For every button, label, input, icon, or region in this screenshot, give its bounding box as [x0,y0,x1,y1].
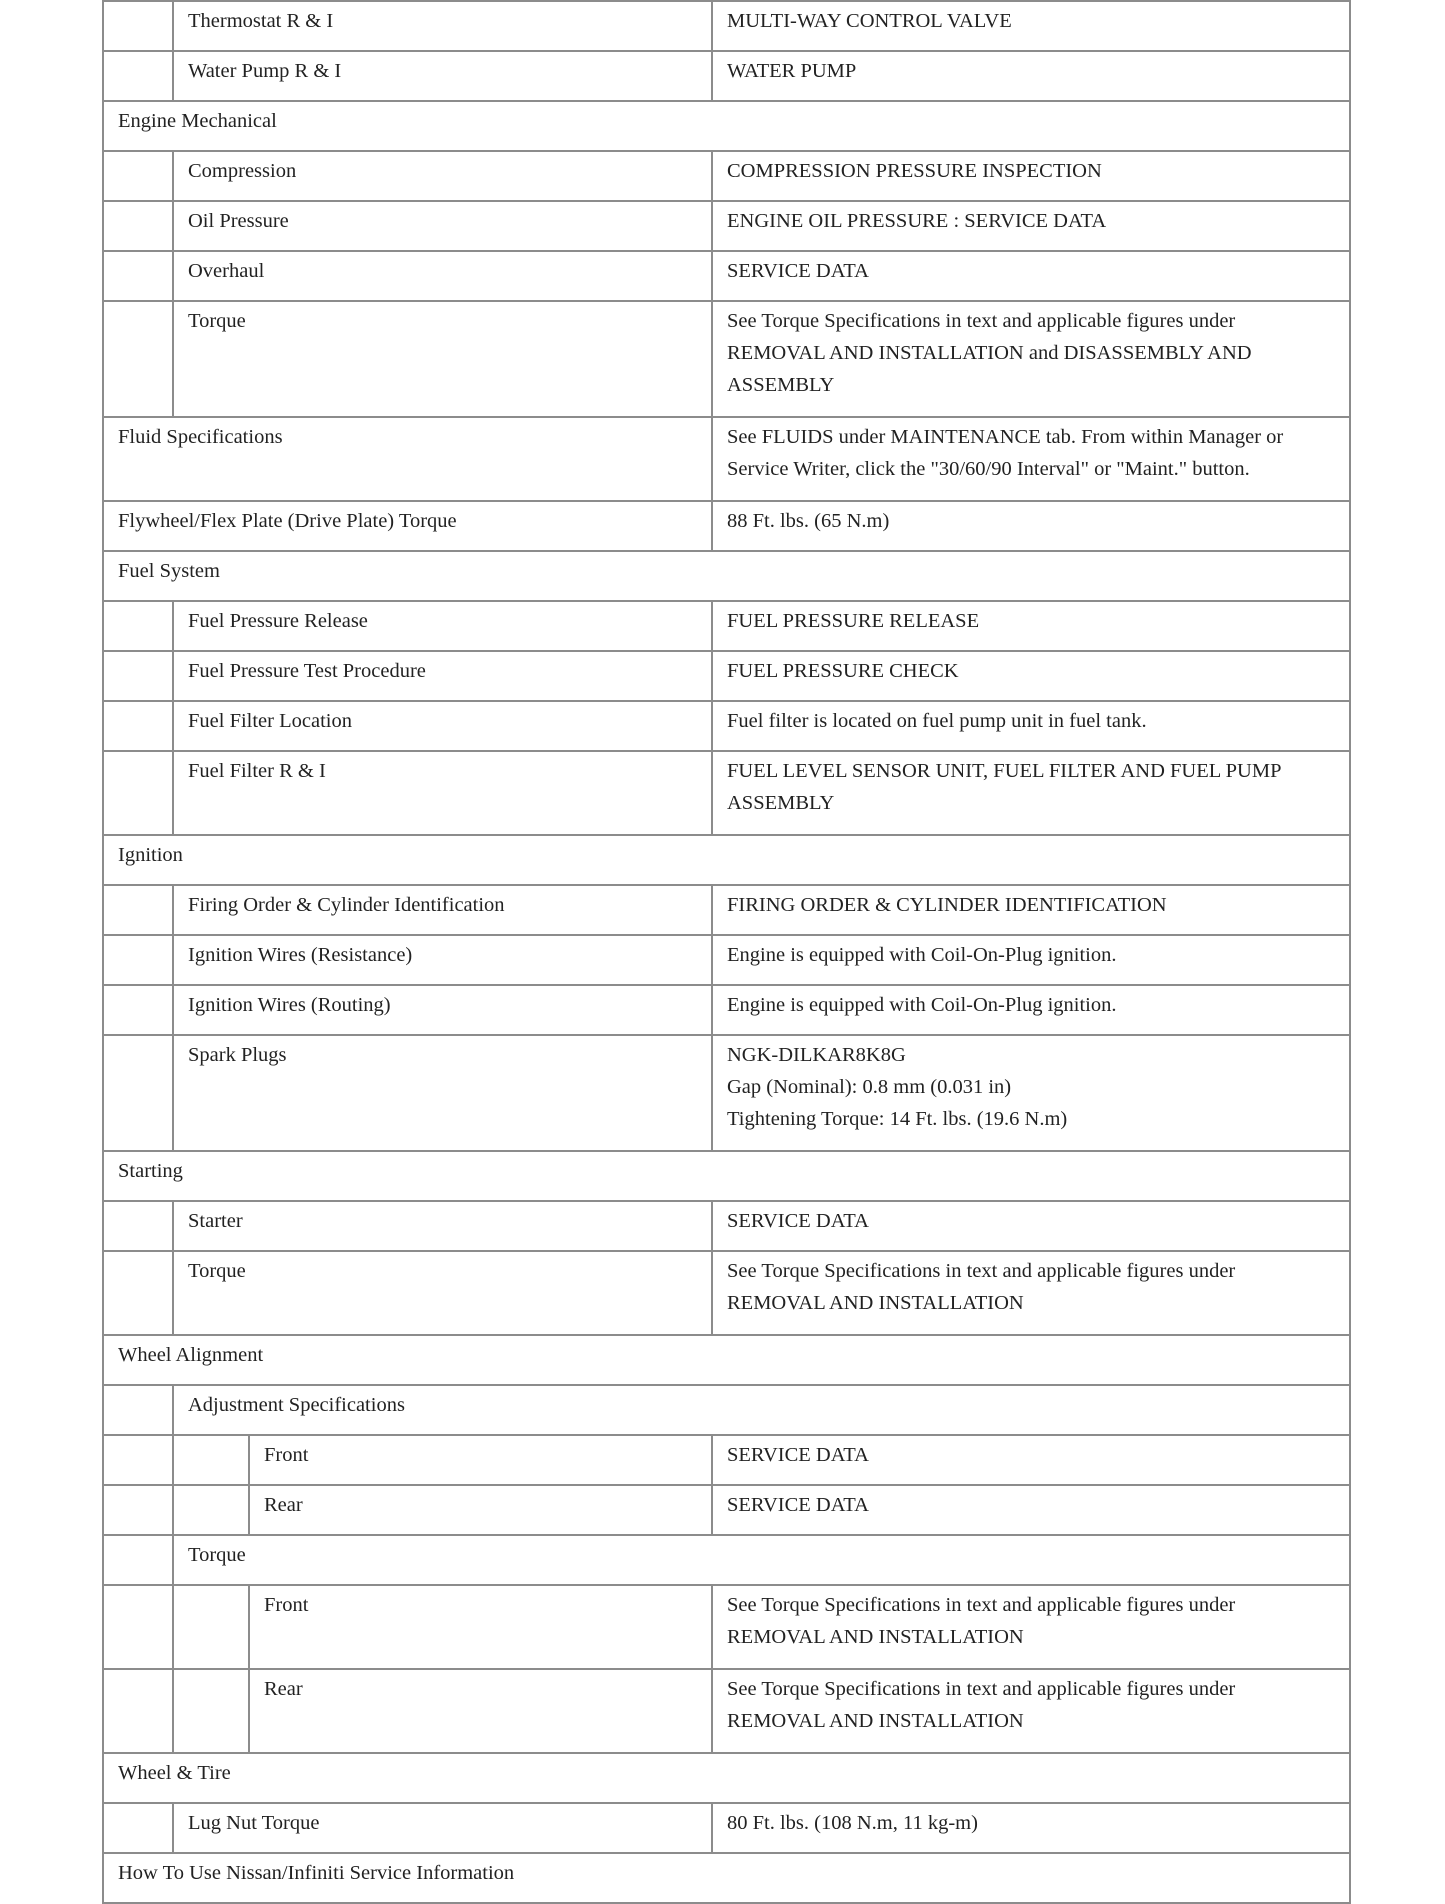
indent-cell [103,1585,173,1669]
table-row [103,701,1350,751]
table-row [103,1585,1350,1669]
indent-cell [103,1485,173,1535]
item-value: See Torque Specifications in text and applicable figures under REMOVAL AND INSTALLATION [712,1251,1350,1335]
item-value: ENGINE OIL PRESSURE : SERVICE DATA [712,201,1350,251]
item-value: SERVICE DATA [712,1201,1350,1251]
item-value: Engine is equipped with Coil-On-Plug ignition. [712,935,1350,985]
table-row [103,301,1350,417]
table-row [103,885,1350,935]
section-label: Engine Mechanical [103,101,1350,151]
item-value: See Torque Specifications in text and applicable figures under REMOVAL AND INSTALLATION [712,1669,1350,1753]
item-label: Starter [173,1201,712,1251]
item-value: Fuel filter is located on fuel pump unit in fuel tank. [712,701,1350,751]
section-label: Fuel System [103,551,1350,601]
table-row [103,1803,1350,1853]
indent-cell [103,1435,173,1485]
item-value: 88 Ft. lbs. (65 N.m) [712,501,1350,551]
item-value: FUEL LEVEL SENSOR UNIT, FUEL FILTER AND FUEL PUMP ASSEMBLY [712,751,1350,835]
item-value: See FLUIDS under MAINTENANCE tab. From within Manager or Service Writer, click the "30/60/90 Interval" or "Maint." button. [712,417,1350,501]
indent-cell [173,1585,249,1669]
item-label: Torque [173,1251,712,1335]
section-row [103,417,1350,501]
indent-cell [173,1435,249,1485]
item-label: Torque [173,1535,1350,1585]
item-value: SERVICE DATA [712,251,1350,301]
table-row [103,1535,1350,1585]
section-label: How To Use Nissan/Infiniti Service Information [103,1853,1350,1903]
indent-cell [103,1803,173,1853]
item-label: Fuel Filter Location [173,701,712,751]
item-label: Oil Pressure [173,201,712,251]
table-row [103,251,1350,301]
table-row [103,1035,1350,1151]
section-row [103,101,1350,151]
table-row [103,935,1350,985]
section-label: Wheel Alignment [103,1335,1350,1385]
item-label: Front [249,1435,712,1485]
item-value: Engine is equipped with Coil-On-Plug ignition. [712,985,1350,1035]
item-label: Torque [173,301,712,417]
indent-cell [103,601,173,651]
indent-cell [103,651,173,701]
table-row [103,1,1350,51]
item-label: Front [249,1585,712,1669]
item-label: Adjustment Specifications [173,1385,1350,1435]
table-row [103,1251,1350,1335]
indent-cell [103,151,173,201]
item-value: WATER PUMP [712,51,1350,101]
indent-cell [103,201,173,251]
item-value: MULTI-WAY CONTROL VALVE [712,1,1350,51]
item-value: FUEL PRESSURE RELEASE [712,601,1350,651]
indent-cell [103,1035,173,1151]
item-label: Firing Order & Cylinder Identification [173,885,712,935]
indent-cell [173,1669,249,1753]
section-row [103,1151,1350,1201]
indent-cell [103,1,173,51]
section-label: Wheel & Tire [103,1753,1350,1803]
indent-cell [103,1385,173,1435]
table-row [103,751,1350,835]
table-row [103,601,1350,651]
indent-cell [103,251,173,301]
item-value: FUEL PRESSURE CHECK [712,651,1350,701]
section-row [103,551,1350,601]
section-label: Fluid Specifications [103,417,712,501]
item-value: SERVICE DATA [712,1435,1350,1485]
spec-table-body [103,1,1350,1903]
item-label: Ignition Wires (Routing) [173,985,712,1035]
table-row [103,651,1350,701]
item-value: NGK-DILKAR8K8G Gap (Nominal): 0.8 mm (0.031 in) Tightening Torque: 14 Ft. lbs. (19.6 N.m) [712,1035,1350,1151]
section-row [103,835,1350,885]
section-row [103,501,1350,551]
item-label: Fuel Pressure Test Procedure [173,651,712,701]
item-label: Rear [249,1485,712,1535]
table-row [103,1201,1350,1251]
item-label: Fuel Pressure Release [173,601,712,651]
indent-cell [173,1485,249,1535]
indent-cell [103,701,173,751]
item-label: Fuel Filter R & I [173,751,712,835]
table-row [103,1435,1350,1485]
item-label: Overhaul [173,251,712,301]
item-label: Compression [173,151,712,201]
item-label: Water Pump R & I [173,51,712,101]
indent-cell [103,751,173,835]
section-label: Ignition [103,835,1350,885]
indent-cell [103,1669,173,1753]
table-row [103,1485,1350,1535]
item-value: 80 Ft. lbs. (108 N.m, 11 kg-m) [712,1803,1350,1853]
table-row [103,201,1350,251]
indent-cell [103,51,173,101]
section-label: Flywheel/Flex Plate (Drive Plate) Torque [103,501,712,551]
item-value: COMPRESSION PRESSURE INSPECTION [712,151,1350,201]
item-label: Spark Plugs [173,1035,712,1151]
item-value: FIRING ORDER & CYLINDER IDENTIFICATION [712,885,1350,935]
item-label: Ignition Wires (Resistance) [173,935,712,985]
indent-cell [103,1201,173,1251]
indent-cell [103,1251,173,1335]
item-value: See Torque Specifications in text and applicable figures under REMOVAL AND INSTALLATION and DISASSEMBLY AND ASSEMBLY [712,301,1350,417]
indent-cell [103,885,173,935]
section-row [103,1853,1350,1903]
item-label: Rear [249,1669,712,1753]
indent-cell [103,1535,173,1585]
section-row [103,1753,1350,1803]
table-row [103,1385,1350,1435]
table-row [103,985,1350,1035]
indent-cell [103,935,173,985]
item-value: See Torque Specifications in text and applicable figures under REMOVAL AND INSTALLATION [712,1585,1350,1669]
item-label: Lug Nut Torque [173,1803,712,1853]
table-row [103,51,1350,101]
section-label: Starting [103,1151,1350,1201]
indent-cell [103,301,173,417]
spec-table [102,0,1351,1904]
section-row [103,1335,1350,1385]
table-row [103,151,1350,201]
item-label: Thermostat R & I [173,1,712,51]
indent-cell [103,985,173,1035]
table-row [103,1669,1350,1753]
item-value: SERVICE DATA [712,1485,1350,1535]
